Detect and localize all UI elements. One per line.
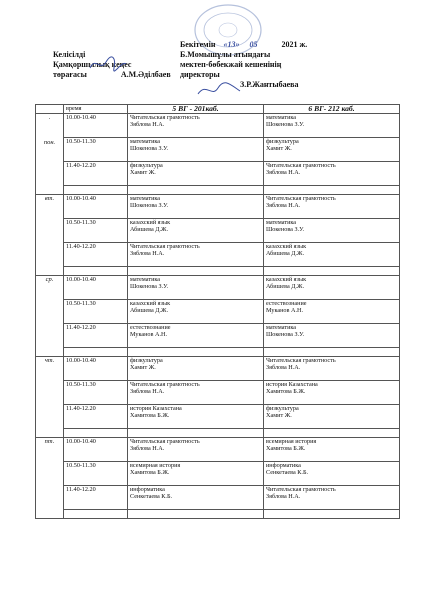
teacher-name: Абишева Д.Ж. [130, 307, 169, 315]
subject-name: Читательская грамотность [266, 161, 336, 169]
time-cell: 10.50-11.30 [64, 461, 128, 485]
subject-name: естествознание [266, 299, 307, 307]
lesson-cell-b [264, 113, 400, 137]
subject-name: информатика [266, 461, 301, 469]
schedule-table [35, 104, 400, 519]
teacher-name: Шокенова З.У. [130, 145, 169, 153]
director-label: директоры [180, 70, 220, 79]
teacher-name: Шокенова З.У. [266, 331, 305, 339]
day-label: вт. [44, 194, 55, 202]
director-name: З.Р.Жантыбаева [240, 80, 299, 89]
lesson-cell-a [128, 194, 264, 218]
lesson-cell-a [128, 137, 264, 161]
empty-cell [264, 185, 400, 194]
day-header [36, 105, 64, 114]
subject-name: Читательская грамотность [130, 242, 200, 250]
approved-title: Бекітемін [180, 40, 216, 49]
teacher-name: Зяблова Н.А. [130, 445, 165, 453]
lesson-cell-b [264, 242, 400, 266]
empty-cell [128, 266, 264, 275]
table-header-row [36, 105, 400, 114]
day-label: ср. [45, 275, 54, 283]
chairman-signature [88, 54, 128, 74]
day-cell [36, 113, 64, 194]
table-row [36, 323, 400, 347]
lesson-cell-a [128, 485, 264, 509]
lesson-cell-a [128, 242, 264, 266]
day-label: пт. [44, 437, 55, 445]
subject-name: казахский язык [130, 218, 171, 226]
teacher-name: Хамит Ж. [130, 364, 156, 372]
subject-name: физкультура [266, 404, 299, 412]
teacher-name: Шокенова З.У. [130, 283, 169, 291]
day-cell [36, 437, 64, 518]
date-year: 2021 ж. [281, 40, 308, 49]
teacher-name: Зяблова Н.А. [130, 250, 165, 258]
lesson-cell-a [128, 437, 264, 461]
subject-name: физкультура [130, 356, 163, 364]
table-row [36, 218, 400, 242]
teacher-name: Хамит Ж. [266, 412, 292, 420]
time-cell: 10.00-10.40 [64, 356, 128, 380]
empty-cell [264, 509, 400, 518]
lesson-cell-b [264, 161, 400, 185]
lesson-cell-a [128, 323, 264, 347]
lesson-cell-b [264, 323, 400, 347]
lesson-cell-b [264, 194, 400, 218]
table-row [36, 113, 400, 137]
teacher-name: Хамит Ж. [130, 169, 156, 177]
lesson-cell-a [128, 356, 264, 380]
table-row [36, 380, 400, 404]
time-cell: 10.00-10.40 [64, 275, 128, 299]
teacher-name: Абишева Д.Ж. [266, 250, 305, 258]
approved-line: Бекітемін «13» 05 2021 ж. [180, 40, 308, 49]
subject-name: всемирная история [130, 461, 181, 469]
subject-name: Читательская грамотность [130, 113, 200, 121]
subject-name: физкультура [130, 161, 163, 169]
table-row [36, 137, 400, 161]
time-cell: 11.40-12.20 [64, 323, 128, 347]
chairman-name: А.М.Әділбаев [120, 70, 171, 79]
lesson-cell-b [264, 461, 400, 485]
teacher-name: Хамитова Б.Ж. [266, 388, 306, 396]
subject-name: Читательская грамотность [266, 485, 336, 493]
empty-cell [128, 185, 264, 194]
lesson-cell-a [128, 161, 264, 185]
teacher-name: Хамитова Б.Ж. [266, 445, 306, 453]
subject-name: Читательская грамотность [130, 437, 200, 445]
teacher-name: Зяблова Н.А. [130, 388, 165, 396]
lesson-cell-b [264, 437, 400, 461]
empty-cell [64, 509, 128, 518]
table-row [36, 161, 400, 185]
teacher-name: Зяблова Н.А. [266, 169, 301, 177]
teacher-name: Зяблова Н.А. [266, 202, 301, 210]
time-cell: 11.40-12.20 [64, 404, 128, 428]
time-cell: 10.00-10.40 [64, 113, 128, 137]
subject-name: всемирная история [266, 437, 317, 445]
lesson-cell-b [264, 356, 400, 380]
teacher-name: Зяблова Н.А. [266, 364, 301, 372]
lesson-cell-b [264, 137, 400, 161]
table-row [36, 461, 400, 485]
spacer-row [36, 428, 400, 437]
class-b-header: 6 ВГ- 212 каб. [264, 105, 400, 114]
day-label: чт. [44, 356, 55, 364]
lesson-cell-a [128, 299, 264, 323]
time-cell: 11.40-12.20 [64, 485, 128, 509]
subject-name: математика [130, 194, 161, 202]
time-header: время [64, 105, 128, 114]
subject-name: математика [266, 218, 297, 226]
empty-cell [64, 266, 128, 275]
empty-cell [64, 185, 128, 194]
day-label: пон. [43, 139, 56, 147]
table-row [36, 437, 400, 461]
subject-name: физкультура [266, 137, 299, 145]
subject-name: казахский язык [266, 275, 307, 283]
teacher-name: Муканов А.Н. [130, 331, 168, 339]
empty-cell [64, 428, 128, 437]
director-signature [196, 82, 242, 100]
board-name: Қамқоршылық кеңес [53, 60, 132, 69]
chairman-label: төрағасы [53, 70, 87, 79]
table-row [36, 275, 400, 299]
teacher-name: Хамитова Б.Ж. [130, 469, 170, 477]
table-row [36, 299, 400, 323]
table-row [36, 242, 400, 266]
lesson-cell-b [264, 218, 400, 242]
lesson-cell-a [128, 113, 264, 137]
table-row [36, 485, 400, 509]
teacher-name: Шокенова З.У. [266, 226, 305, 234]
date-month: 05 [249, 40, 258, 49]
lesson-cell-a [128, 404, 264, 428]
subject-name: естествознание [130, 323, 171, 331]
subject-name: казахский язык [266, 242, 307, 250]
subject-name: математика [266, 323, 297, 331]
empty-cell [128, 347, 264, 356]
lesson-cell-b [264, 299, 400, 323]
empty-cell [64, 347, 128, 356]
lesson-cell-a [128, 380, 264, 404]
complex-name: мектеп-бөбекжай кешенінің [180, 60, 282, 69]
lesson-cell-b [264, 485, 400, 509]
time-cell: 10.00-10.40 [64, 194, 128, 218]
teacher-name: Муканов А.Н. [266, 307, 304, 315]
teacher-name: Абишева Д.Ж. [130, 226, 169, 234]
subject-name: математика [266, 113, 297, 121]
spacer-row [36, 347, 400, 356]
subject-name: история Казахстана [130, 404, 182, 412]
empty-cell [264, 266, 400, 275]
spacer-row [36, 266, 400, 275]
teacher-name: Абишева Д.Ж. [266, 283, 305, 291]
subject-name: Читательская грамотность [266, 356, 336, 364]
subject-name: Читательская грамотность [266, 194, 336, 202]
time-cell: 10.00-10.40 [64, 437, 128, 461]
day-mark: . [48, 113, 51, 121]
time-cell: 11.40-12.20 [64, 242, 128, 266]
subject-name: математика [130, 275, 161, 283]
lesson-cell-a [128, 218, 264, 242]
lesson-cell-b [264, 275, 400, 299]
empty-cell [128, 509, 264, 518]
empty-cell [264, 428, 400, 437]
time-cell: 10.50-11.30 [64, 218, 128, 242]
class-a-header: 5 ВГ - 201каб. [128, 105, 264, 114]
date-day: 13 [227, 40, 236, 49]
teacher-name: Хамитова Б.Ж. [130, 412, 170, 420]
time-cell: 11.40-12.20 [64, 161, 128, 185]
teacher-name: Зяблова Н.А. [266, 493, 301, 501]
time-cell: 10.50-11.30 [64, 380, 128, 404]
teacher-name: Шокенова З.У. [130, 202, 169, 210]
subject-name: Читательская грамотность [130, 380, 200, 388]
day-cell [36, 194, 64, 275]
spacer-row [36, 509, 400, 518]
lesson-cell-a [128, 275, 264, 299]
subject-name: информатика [130, 485, 165, 493]
table-row [36, 194, 400, 218]
teacher-name: Хамит Ж. [266, 145, 292, 153]
subject-name: история Казахстана [266, 380, 318, 388]
empty-cell [128, 428, 264, 437]
time-cell: 10.50-11.30 [64, 137, 128, 161]
teacher-name: Шокенова З.У. [266, 121, 305, 129]
table-row [36, 404, 400, 428]
agreed-title: Келісілді [53, 50, 86, 59]
lesson-cell-b [264, 404, 400, 428]
teacher-name: Сенкетаева К.Б. [266, 469, 309, 477]
lesson-cell-b [264, 380, 400, 404]
table-row [36, 356, 400, 380]
school-name: Б.Момышұлы атындағы [180, 50, 271, 59]
teacher-name: Зяблова Н.А. [130, 121, 165, 129]
day-cell [36, 275, 64, 356]
teacher-name: Сенкетаева К.Б. [130, 493, 173, 501]
time-cell: 10.50-11.30 [64, 299, 128, 323]
spacer-row [36, 185, 400, 194]
subject-name: математика [130, 137, 161, 145]
day-cell [36, 356, 64, 437]
subject-name: казахский язык [130, 299, 171, 307]
empty-cell [264, 347, 400, 356]
lesson-cell-a [128, 461, 264, 485]
